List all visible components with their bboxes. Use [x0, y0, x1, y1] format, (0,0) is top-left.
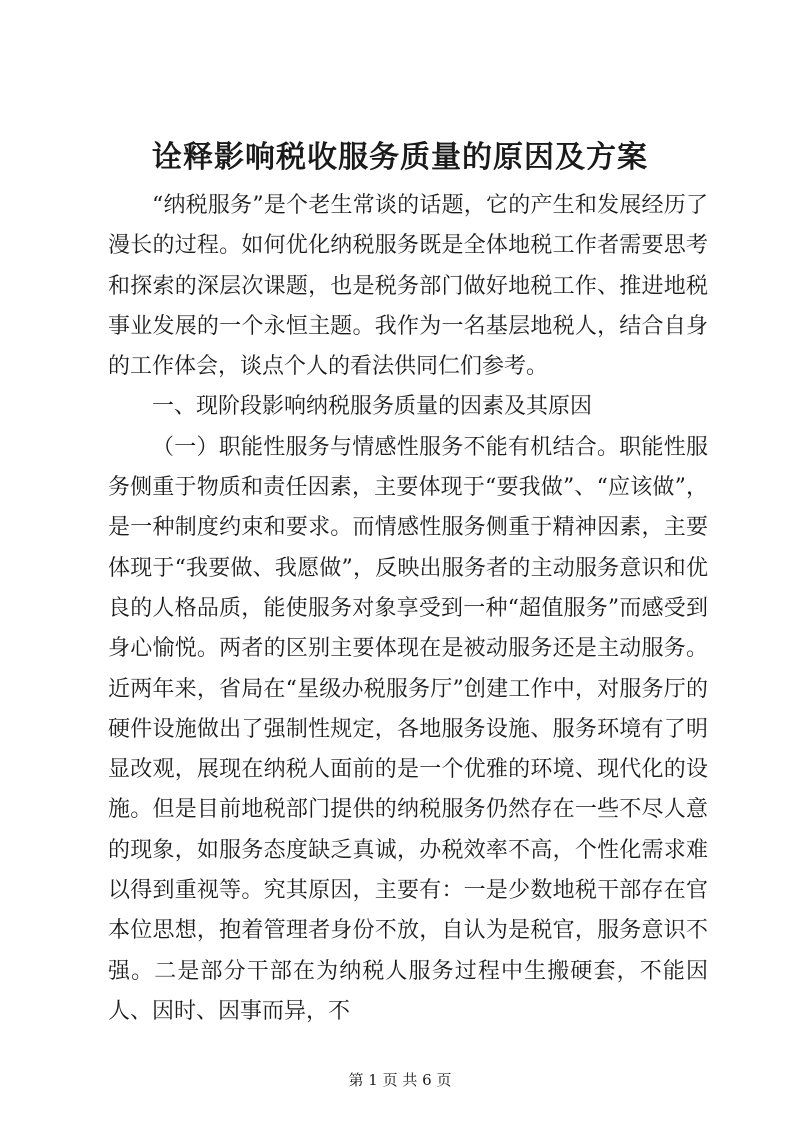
paragraph-intro: “纳税服务”是个老生常谈的话题，它的产生和发展经历了漫长的过程。如何优化纳税服务既是全体地税工作者需要思考和探索的深层次课题，也是税务部门做好地税工作、推进地税事业发展的一个永恒主题。我作为一名基层地税人，结合自身的工作体会，谈点个人的看法供同仁们参考。	[108, 193, 708, 380]
document-title: 诠释影响税收服务质量的原因及方案	[152, 140, 648, 175]
section-heading: 一、现阶段影响纳税服务质量的因素及其原因	[152, 394, 593, 420]
page-footer: 第 1 页 共 6 页	[348, 1071, 452, 1089]
document-body	[108, 186, 708, 1032]
paragraph-section-1: （一）职能性服务与情感性服务不能有机结合。职能性服务侧重于物质和责任因素，主要体现于“要我做”、“应该做”，是一种制度约束和要求。而情感性服务侧重于精神因素，主要体现于“我要做、我愿做”，反映出服务者的主动服务意识和优良的人格品质，能使服务对象享受到一种“超值服务”而感受到身心愉悦。两者的区别主要体现在是被动服务还是主动服务。近两年来，省局在“星级办税服务厅”创建工作中，对服务厅的硬件设施做出了强制性规定，各地服务设施、服务环境有了明显改观，展现在纳税人面前的是一个优雅的环境、现代化的设施。但是目前地税部门提供的纳税服务仍然存在一些不尽人意的现象，如服务态度缺乏真诚，办税效率不高，个性化需求难以得到重视等。究其原因，主要有：一是少数地税干部存在官本位思想，抱着管理者身份不放，自认为是税官，服务意识不强。二是部分干部在为纳税人服务过程中生搬硬套，不能因人、因时、因事而异，不	[108, 434, 708, 1024]
